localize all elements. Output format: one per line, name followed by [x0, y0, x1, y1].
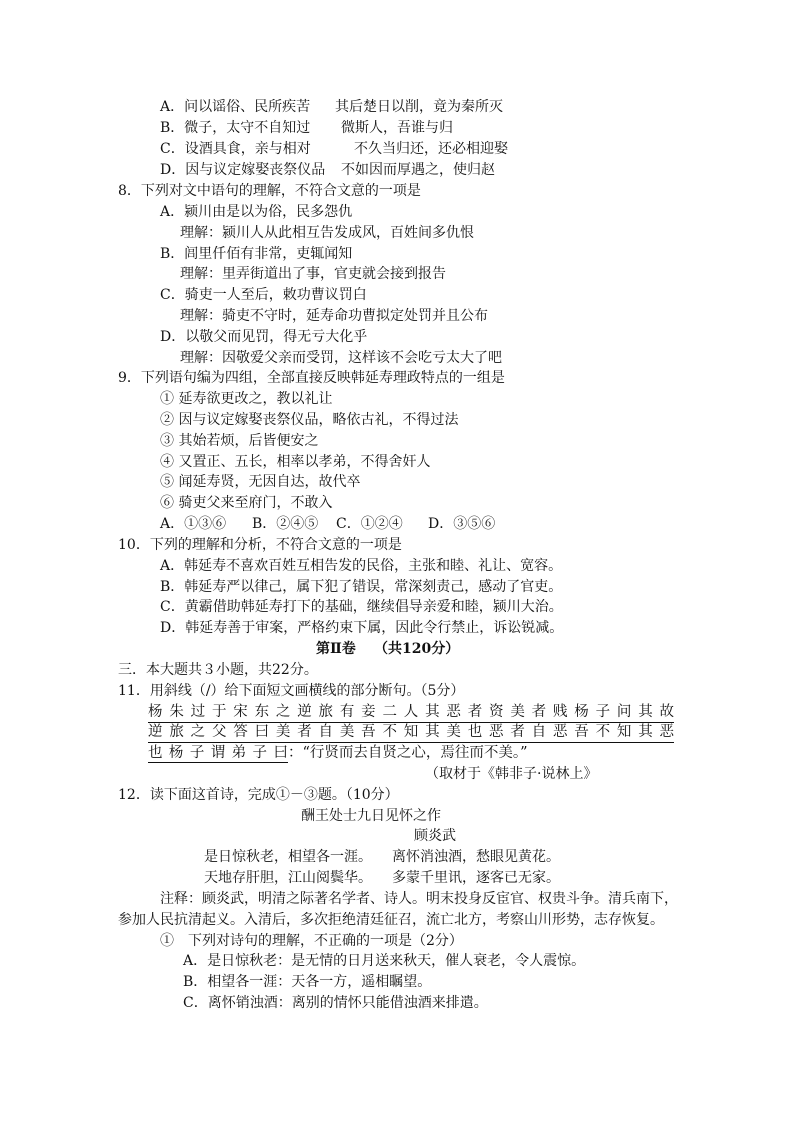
q11-passage-char: 恶: [489, 724, 504, 740]
q11-passage-char: 不: [382, 724, 397, 740]
q11-underlined-segment: [148, 744, 288, 763]
q10-option-c: C．黄霸借助韩延寿打下的基础，继续倡导亲爱和睦，颍川大治。: [160, 599, 563, 615]
q11-passage-char: 过: [190, 704, 206, 720]
q11-passage-char: 旅: [318, 704, 333, 720]
q11-passage-char: 于: [211, 704, 227, 720]
q10-stem: 10．下列的理解和分析，不符合文意的一项是: [118, 537, 402, 553]
q11-passage-char: 宋: [233, 704, 248, 720]
q9-choice-b: B．②④⑤: [252, 516, 319, 532]
poem-note-line-1: 注释：顾炎武，明清之际著名学者、诗人。明末投身反宦官、权贵斗争。清兵南下，: [160, 891, 678, 907]
q9-item-4: ④ 又置正、五长，相率以孝弟，不得舍奸人: [160, 454, 431, 470]
q11-passage-char: 其: [638, 704, 653, 720]
q11-passage-char: 美: [510, 704, 525, 720]
q11-passage-char: 美: [339, 724, 355, 740]
q11-passage-char: 妾: [361, 704, 376, 720]
q12-sub1-stem: ① 下列对诗句的理解，不正确的一项是（2分）: [160, 933, 463, 949]
q9-stem: 9．下列语句编为四组，全部直接反映韩延寿理政特点的一组是: [118, 370, 505, 386]
q11-passage-char: 杨: [148, 704, 163, 720]
q9-choice-a: A．①③⑥: [160, 516, 227, 532]
q11-passage-char: 曰: [254, 724, 270, 740]
q8-option-a: A．颍川由是以为俗，民多怨仇: [160, 204, 353, 220]
q11-passage-char: 之: [275, 704, 291, 720]
q11-passage-char: 弟: [231, 745, 247, 761]
q11-passage-char: 者: [531, 704, 547, 720]
q8-option-d: D．以敬父而见罚，得无亏大化乎: [160, 329, 368, 345]
q12-stem: 12．读下面这首诗，完成①－③题。（10分）: [118, 787, 399, 803]
q11-passage-char: 逆: [148, 724, 163, 740]
q11-passage-char: 也: [148, 745, 163, 761]
q11-passage-char: 曰: [273, 745, 288, 761]
q9-item-2: ② 因与议定嫁娶丧祭仪品，略依古礼，不得过法: [160, 412, 459, 428]
q11-passage-char: 者: [510, 724, 525, 740]
q9-choices: [160, 514, 495, 534]
q10-option-a: A．韩延寿不喜欢百姓互相告发的民俗，主张和睦、礼让、宽容。: [160, 558, 563, 574]
q9-choice-c: C．①②④: [336, 516, 403, 532]
q9-item-6: ⑥ 骑吏父来至府门，不敢入: [160, 495, 333, 511]
q8-option-b: B．闾里仟佰有非常，吏辄闻知: [160, 246, 353, 262]
q9-choice-d: D．③⑤⑥: [428, 516, 496, 532]
q11-passage-char: 杨: [574, 704, 589, 720]
q11-passage-char: 答: [233, 724, 248, 740]
q8-note-c: 理解：骑吏不守时，延寿命功曹拟定处罚并且公布: [180, 308, 488, 324]
poem-line-2: 天地存肝胆，江山阅鬓华。 多蒙千里讯，逐客已无家。: [204, 870, 560, 886]
q11-passage-line-2: [148, 722, 674, 743]
q7-option-c: C．设酒具食，亲与相对 不久当归还，还必相迎娶: [160, 141, 508, 157]
q11-passage-char: 东: [254, 704, 270, 720]
q11-passage-char: 其: [425, 704, 440, 720]
q11-stem: 11．用斜线（/）给下面短文画横线的部分断句。（5分）: [118, 683, 465, 699]
q8-stem: 8．下列对文中语句的理解，不符合文意的一项是: [118, 183, 421, 199]
q11-passage-char: 吾: [574, 724, 589, 740]
q11-passage-char: 者: [467, 704, 483, 720]
q11-passage-char: 人: [403, 704, 419, 720]
q11-quote: ：“行贤而去自贤之心，焉往而不美。”: [288, 745, 528, 761]
q11-passage-char: 子: [252, 745, 268, 761]
poem-note-line-2: 参加人民抗清起义。入清后，多次拒绝清廷征召，流亡北方，考察山川形势，志存恢复。: [118, 912, 664, 928]
q9-item-5: ⑤ 闻延寿贤，无因自达，故代卒: [160, 474, 361, 490]
q10-option-b: B．韩延寿严以律己，属下犯了错误，常深刻责己，感动了官吏。: [160, 579, 563, 595]
q11-passage-char: 贱: [552, 704, 568, 720]
q11-passage-char: 知: [403, 724, 419, 740]
q11-passage-char: 故: [659, 704, 674, 720]
part2-score: （共120分）: [374, 641, 460, 657]
q12-sub1-option-b: B．相望各一涯：天各一方，遥相瞩望。: [183, 974, 432, 990]
q11-passage-char: 资: [489, 704, 504, 720]
q9-item-3: ③ 其始若烦，后皆便安之: [160, 433, 319, 449]
q7-option-b: B．微子，太守不自知过 微斯人，吾谁与归: [160, 120, 453, 136]
q11-passage-char: 二: [382, 704, 397, 720]
q11-passage-char: 其: [425, 724, 440, 740]
q11-passage-char: 问: [616, 704, 632, 720]
q11-passage-char: 也: [467, 724, 483, 740]
q11-passage-char: 恶: [552, 724, 568, 740]
q11-passage-char: 知: [616, 724, 632, 740]
q11-passage-char: 不: [595, 724, 611, 740]
q11-passage-char: 恶: [446, 704, 461, 720]
q11-passage-line-3: [148, 743, 528, 763]
q11-passage-char: 杨: [168, 745, 184, 761]
part2-title: 第Ⅱ卷: [316, 641, 356, 657]
poem-line-1: 是日惊秋老，相望各一涯。 离怀消浊酒，愁眼见黄花。: [204, 849, 560, 865]
q11-passage-char: 美: [446, 724, 461, 740]
q11-passage-char: 子: [189, 745, 205, 761]
part2-heading: [316, 639, 459, 659]
q8-note-b: 理解：里弄街道出了事，官吏就会接到报告: [180, 266, 446, 282]
q7-option-a: A．问以谣俗、民所疾苦 其后楚日以削，竟为秦所灭: [160, 99, 503, 115]
poem-title: 酬王处士九日见怀之作: [301, 808, 441, 824]
q11-passage-char: 逆: [297, 704, 312, 720]
q8-option-c: C．骑吏一人至后，敕功曹议罚白: [160, 287, 367, 303]
q11-passage-line-1: [148, 702, 674, 723]
q11-passage-char: 自: [318, 724, 333, 740]
q11-passage-char: 自: [531, 724, 547, 740]
q11-passage-char: 朱: [169, 704, 184, 720]
q11-passage-char: 其: [638, 724, 653, 740]
q12-sub1-option-c: C．离怀销浊酒：离别的情怀只能借浊酒来排遣。: [183, 995, 488, 1011]
q11-passage-char: 之: [190, 724, 206, 740]
q11-passage-char: 旅: [169, 724, 184, 740]
q11-passage-char: 美: [275, 724, 291, 740]
section3-heading: 三．本大题共３小题，共22分。: [118, 662, 318, 678]
q8-note-d: 理解：因敬爱父亲而受罚，这样该不会吃亏太大了吧: [180, 350, 502, 366]
q11-passage-char: 恶: [659, 724, 674, 740]
q11-source: （取材于《韩非子·说林上》: [425, 766, 598, 782]
q11-passage-char: 谓: [210, 745, 226, 761]
q7-option-d: D．因与议定嫁娶丧祭仪品 不如因而厚遇之，使归赵: [160, 162, 495, 178]
q11-passage-char: 父: [211, 724, 227, 740]
q10-option-d: D．韩延寿善于审案，严格约束下属，因此令行禁止，诉讼锐减。: [160, 620, 564, 636]
q11-passage-char: 有: [339, 704, 355, 720]
poem-author: 顾炎武: [414, 828, 456, 844]
q12-sub1-option-a: A．是日惊秋老：是无情的日月送来秋天，催人衰老，令人震惊。: [183, 953, 586, 969]
q11-passage-char: 子: [595, 704, 611, 720]
q11-passage-char: 者: [297, 724, 312, 740]
q8-note-a: 理解：颍川人从此相互告发成风，百姓间多仇恨: [180, 225, 474, 241]
q11-passage-char: 吾: [361, 724, 376, 740]
q9-item-1: ① 延寿欲更改之，教以礼让: [160, 391, 333, 407]
